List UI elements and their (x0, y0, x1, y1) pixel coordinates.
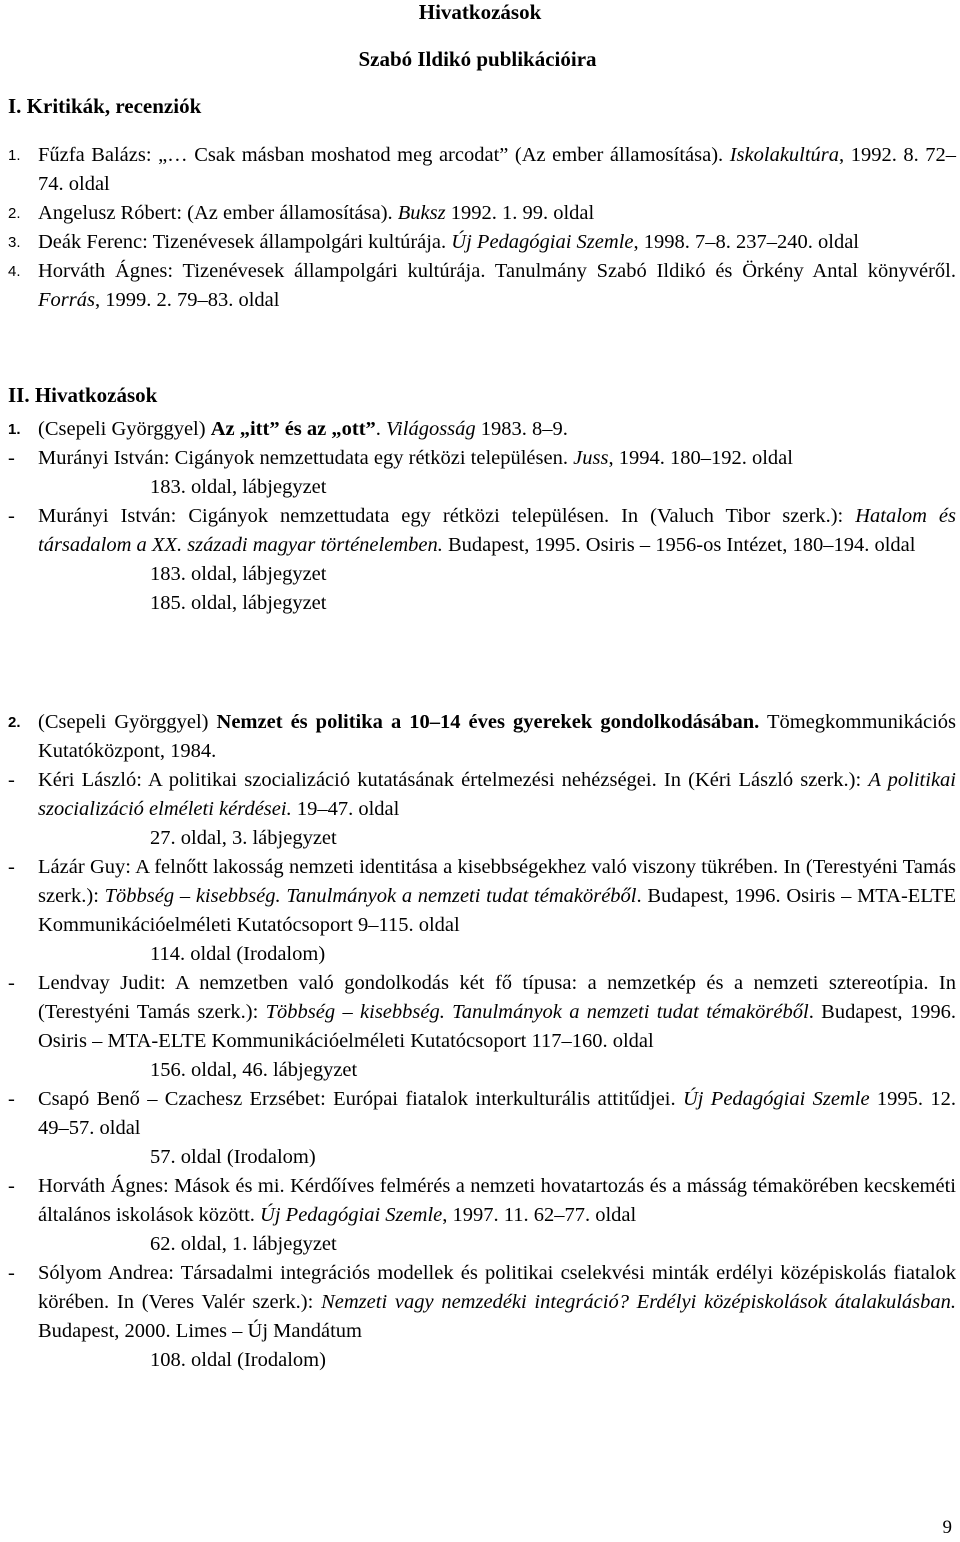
work-citation: 1983. 8–9. (475, 418, 568, 440)
page-title: Hivatkozások (418, 0, 542, 24)
citing-item (8, 1172, 956, 1230)
item-number: 1. (8, 147, 21, 164)
journal-title: Új Pedagógiai Szemle (260, 1204, 443, 1226)
page-note: 114. oldal (Irodalom) (150, 943, 326, 965)
book-title: Hatalom és társadalom a XX. századi magyar történelemben. (38, 505, 957, 556)
dash-bullet: - (8, 1088, 15, 1110)
list-item (8, 141, 956, 199)
dash-bullet: - (8, 1262, 15, 1284)
item-citation: , 1997. 11. 62–77. oldal (442, 1204, 637, 1226)
item-citation: Budapest, 2000. Limes – Új Mandátum (38, 1320, 362, 1342)
page-note: 183. oldal, lábjegyzet (150, 563, 327, 585)
page-note: 183. oldal, lábjegyzet (150, 476, 327, 498)
citing-item (8, 766, 956, 824)
book-title: A politikai szocializáció elméleti kérdései. (38, 769, 956, 820)
item-citation: . Budapest, 1996. Osiris – MTA-ELTE Kommunikációelméleti Kutatócsoport 9–115. oldal (38, 885, 957, 936)
item-citation: , 1992. 8. 72–74. oldal (38, 144, 957, 195)
citing-item (8, 1085, 956, 1143)
citation-group-2 (8, 708, 956, 1375)
item-text: Horváth Ágnes: Mások és mi. Kérdőíves felmérés a nemzeti hovatartozás és a másság témakörében kecskeméti általános iskolások között. (38, 1175, 956, 1226)
page-subtitle: Szabó Ildikó publikációira (358, 47, 597, 71)
item-citation: , 1998. 7–8. 237–240. oldal (633, 231, 859, 253)
journal-title: Új Pedagógiai Szemle (682, 1088, 870, 1110)
dash-bullet: - (8, 856, 15, 878)
item-text: Kéri László: A politikai szocializáció kutatásának értelmezési nehézségei. In (Kéri László szerk.): (38, 769, 862, 791)
cited-work (8, 415, 956, 444)
journal-title: Buksz (397, 202, 446, 224)
item-number: 3. (8, 234, 21, 251)
item-text: Angelusz Róbert: (Az ember államosítása). (38, 202, 393, 224)
page-note: 62. oldal, 1. lábjegyzet (150, 1233, 337, 1255)
item-text: Murányi István: Cigányok nemzettudata egy rétközi településen. (38, 447, 568, 469)
citing-item (8, 969, 956, 1056)
page-note: 27. oldal, 3. lábjegyzet (150, 827, 337, 849)
item-number: 1. (8, 421, 21, 438)
citing-item (8, 444, 956, 473)
work-title: Az „itt” és az „ott” (210, 418, 376, 440)
dash-bullet: - (8, 1175, 15, 1197)
item-text: Lendvay Judit: A nemzetben való gondolkodás két fő típusa: a nemzetkép és a nemzeti sztereotípia. In (Terestyéni Tamás szerk.): (38, 972, 956, 1023)
dash-bullet: - (8, 447, 15, 469)
journal-title: Világosság (386, 418, 476, 440)
cited-work (8, 708, 956, 766)
dash-bullet: - (8, 769, 15, 791)
page-note: 185. oldal, lábjegyzet (150, 592, 327, 614)
journal-title: Új Pedagógiai Szemle (451, 231, 634, 253)
book-title: Nemzeti vagy nemzedéki integráció? Erdélyi középiskolások átalakulásban. (321, 1291, 957, 1313)
list-item (8, 257, 956, 315)
item-citation: Budapest, 1995. Osiris – 1956-os Intézet, 180–194. oldal (442, 534, 916, 556)
item-text: Horváth Ágnes: Tizenévesek állampolgári kultúrája. Tanulmány Szabó Ildikó és Örkény Antal könyvéről. (38, 260, 956, 282)
book-title: Többség – kisebbség. Tanulmányok a nemzeti tudat témaköréből (265, 1001, 809, 1023)
section-heading-reviews: I. Kritikák, recenziók (8, 94, 202, 118)
item-citation: 19–47. oldal (291, 798, 400, 820)
dash-bullet: - (8, 972, 15, 994)
item-text: Deák Ferenc: Tizenévesek állampolgári kultúrája. (38, 231, 447, 253)
item-text: Sólyom Andrea: Társadalmi integrációs modellek és politikai cselekvési minták erdélyi középiskolás fiatalok körében. In (Veres Valér szerk.): (38, 1262, 956, 1313)
citing-item (8, 1259, 956, 1346)
item-citation: , 1999. 2. 79–83. oldal (94, 289, 280, 311)
item-text: Csapó Benő – Czachesz Erzsébet: Európai fiatalok interkulturális attitűdjei. (38, 1088, 676, 1110)
journal-title: Juss (573, 447, 609, 469)
item-citation: 1992. 1. 99. oldal (445, 202, 595, 224)
item-citation: , 1994. 180–192. oldal (608, 447, 793, 469)
citing-item (8, 502, 956, 560)
item-number: 4. (8, 263, 21, 280)
list-item (8, 199, 956, 228)
work-separator: . (375, 418, 387, 440)
page-note: 108. oldal (Irodalom) (150, 1349, 326, 1371)
item-number: 2. (8, 714, 21, 731)
page-note: 57. oldal (Irodalom) (150, 1146, 316, 1168)
citation-group-1 (8, 415, 956, 618)
citing-item (8, 853, 956, 940)
list-item (8, 228, 956, 257)
work-citation: Tömegkommunikációs Kutatóközpont, 1984. (38, 711, 957, 762)
work-coauthor: (Csepeli Györggyel) (38, 711, 217, 733)
journal-title: Forrás (38, 289, 95, 311)
book-title: Többség – kisebbség. Tanulmányok a nemzeti tudat témaköréből (104, 885, 637, 907)
item-text: Fűzfa Balázs: „… Csak másban moshatod meg arcodat” (Az ember államosítása). (38, 144, 724, 166)
item-number: 2. (8, 205, 21, 222)
review-list (8, 141, 956, 315)
work-coauthor: (Csepeli Györggyel) (38, 418, 211, 440)
page-note: 156. oldal, 46. lábjegyzet (150, 1059, 358, 1081)
page-number: 9 (942, 1517, 952, 1538)
dash-bullet: - (8, 505, 15, 527)
journal-title: Iskolakultúra (729, 144, 840, 166)
item-text: Lázár Guy: A felnőtt lakosság nemzeti identitása a kisebbségekhez való viszony tükrében. In (Terestyéni Tamás szerk.): (38, 856, 956, 907)
item-text: Murányi István: Cigányok nemzettudata egy rétközi településen. In (Valuch Tibor szerk.): (38, 505, 844, 527)
section-heading-citations: II. Hivatkozások (8, 383, 158, 407)
item-citation: 1995. 12. 49–57. oldal (38, 1088, 956, 1139)
work-title: Nemzet és politika a 10–14 éves gyerekek gondolkodásában. (216, 711, 760, 733)
item-citation: . Budapest, 1996. Osiris – MTA-ELTE Kommunikációelméleti Kutatócsoport 117–160. oldal (38, 1001, 957, 1052)
